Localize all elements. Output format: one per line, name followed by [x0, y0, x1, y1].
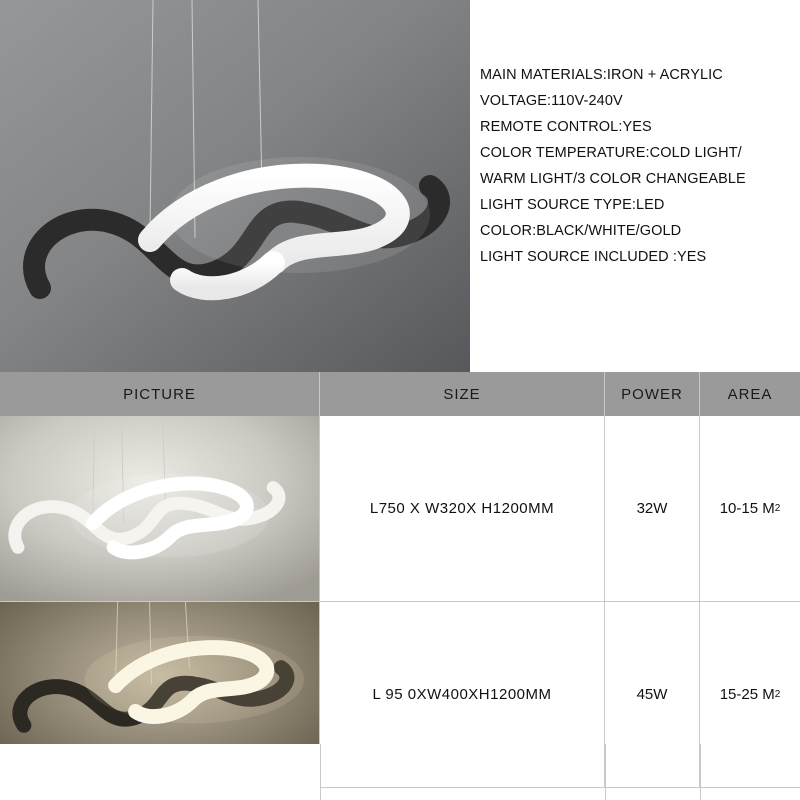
spec-line-light-source-type: LIGHT SOURCE TYPE:LED [480, 197, 665, 213]
column-header-power: POWER [605, 372, 700, 416]
row-2-area-value: 15-25 M [719, 686, 775, 703]
column-header-area: AREA [727, 385, 773, 403]
grid-line [320, 744, 321, 800]
grid-line [605, 744, 606, 800]
grid-line [700, 744, 701, 800]
table-bottom-filler [0, 744, 320, 800]
spec-line-color-temperature: COLOR TEMPERATURE:COLD LIGHT/ [480, 145, 742, 161]
table-header-row [0, 372, 800, 416]
row-1-power: 32W [605, 416, 700, 601]
table-bottom-grid [320, 744, 800, 800]
column-header-picture: PICTURE [0, 372, 320, 416]
row-1-area-unit: 2 [774, 503, 781, 514]
row-2-size: L 95 0XW400XH1200MM [320, 602, 605, 787]
table-row [0, 416, 800, 602]
spec-line-material: MAIN MATERIALS:IRON + ACRYLIC [480, 67, 723, 83]
row-2-area-unit: 2 [774, 689, 781, 700]
top-section [0, 0, 800, 372]
spec-line-color: COLOR:BLACK/WHITE/GOLD [480, 223, 682, 239]
row-1-picture [0, 416, 320, 601]
spec-line-light-source-included: LIGHT SOURCE INCLUDED :YES [480, 249, 707, 265]
column-header-size: SIZE [320, 372, 605, 416]
row-1-size: L750 X W320X H1200MM [320, 416, 605, 601]
spec-line-voltage: VOLTAGE:110V-240V [480, 93, 623, 109]
spec-line-color-temperature-cont: WARM LIGHT/3 COLOR CHANGEABLE [480, 171, 746, 187]
hero-lamp-illustration [0, 0, 470, 372]
size-power-table [0, 372, 800, 788]
row-2-power: 45W [605, 602, 700, 787]
spec-list [470, 0, 800, 372]
white-lamp-illustration [0, 416, 319, 601]
row-1-area-value: 10-15 M [719, 500, 775, 517]
hero-product-photo [0, 0, 470, 372]
row-1-area [700, 416, 800, 601]
spec-line-remote-control: REMOTE CONTROL:YES [480, 119, 652, 135]
